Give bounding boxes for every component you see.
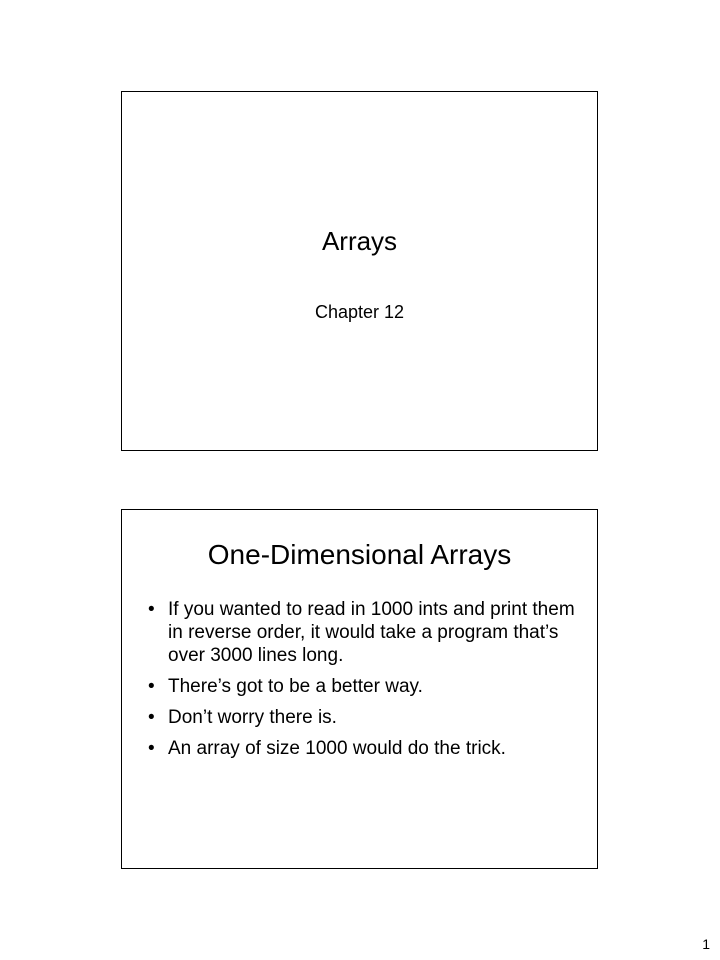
- bullet-text: If you wanted to read in 1000 ints and print them in reverse order, it would take a program that’s over 3000 lines long.: [168, 599, 575, 666]
- bullet-item: [148, 706, 578, 729]
- page-number: 1: [702, 936, 710, 952]
- slide-1-subtitle: Chapter 12: [314, 302, 405, 322]
- bullet-text: Don’t worry there is.: [168, 707, 337, 728]
- bullet-text: An array of size 1000 would do the trick.: [168, 738, 506, 759]
- bullet-item: [148, 737, 578, 760]
- slide-2: [121, 509, 598, 869]
- bullet-dot-icon: •: [148, 738, 155, 759]
- slide-2-title: One-Dimensional Arrays: [207, 539, 512, 570]
- bullet-dot-icon: •: [148, 599, 155, 620]
- bullet-list: [148, 598, 578, 768]
- bullet-dot-icon: •: [148, 707, 155, 728]
- slide-1: [121, 91, 598, 451]
- bullet-text: There’s got to be a better way.: [168, 676, 423, 697]
- bullet-item: [148, 598, 578, 667]
- bullet-item: [148, 675, 578, 698]
- bullet-dot-icon: •: [148, 676, 155, 697]
- slide-1-title: Arrays: [321, 226, 398, 256]
